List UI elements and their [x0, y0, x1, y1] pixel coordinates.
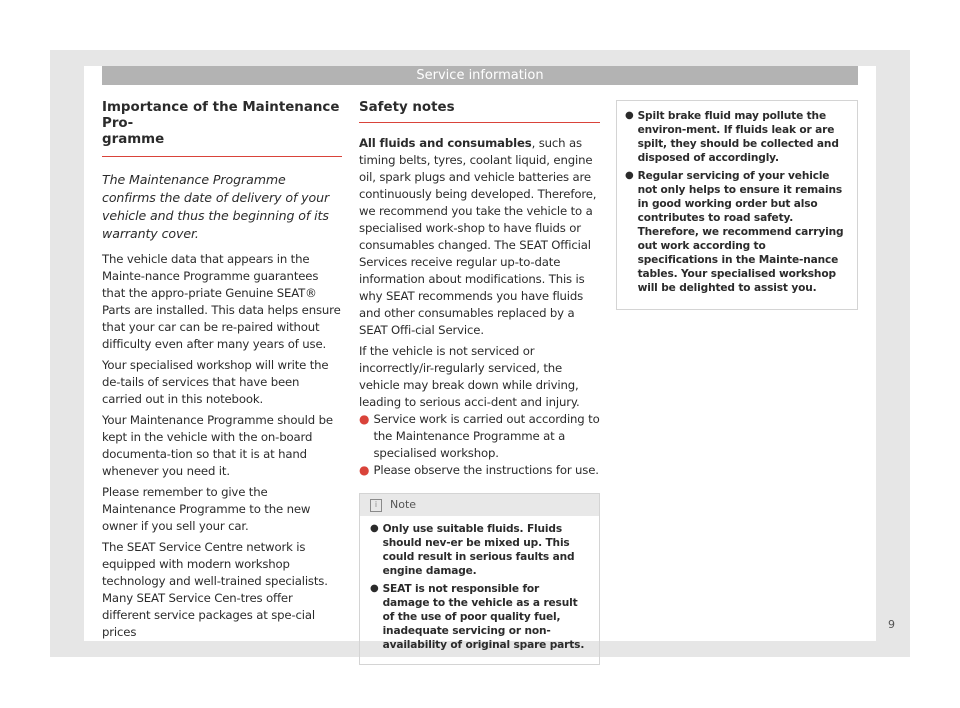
paragraph-fluids: [359, 135, 600, 339]
note-item-text: SEAT is not responsible for damage to the vehicle as a result of the use of poor quality fuel, inadequate servicing or non-availability of original spare parts.: [382, 583, 585, 651]
paragraph-new-owner: Please remember to give the Maintenance Programme to the new owner if you sell your car.: [102, 485, 311, 533]
note-item: [370, 582, 589, 652]
note-item: [625, 109, 849, 165]
paragraph-fluids-rest: , such as timing belts, tyres, coolant liquid, engine oil, spark plugs and vehicle batteries are continuously being developed. Therefore, we recommend you take the vehicle to a specialised work-shop to have fluids or consumables changed. The SEAT Official Services receive regular up-to-date information about modifications. This is why SEAT recommends you have fluids and other consumables replaced by a SEAT Offi-cial Service.: [359, 136, 597, 337]
paragraph-service-network: The SEAT Service Centre network is equipped with modern workshop technology and well-trained specialists. Many SEAT Service Cen-tres offer different service packages at spe-cial prices: [102, 540, 328, 639]
bullet-icon: ●: [625, 170, 634, 181]
bullet-item: [359, 462, 600, 479]
paragraph-fluids-lead: All fluids and consumables: [359, 136, 532, 150]
column-safety-notes: [359, 100, 600, 665]
note-body: [360, 516, 599, 664]
bullet-icon: ●: [625, 110, 634, 121]
section-title-maintenance: Importance of the Maintenance Pro- gramme: [102, 100, 342, 157]
note-item: [625, 169, 849, 295]
paragraph-not-serviced: If the vehicle is not serviced or incorrectly/ir-regularly serviced, the vehicle may break down while driving, leading to serious acci-dent and injury.: [359, 344, 580, 409]
paragraph-vehicle-data: The vehicle data that appears in the Mainte-nance Programme guarantees that the appro-priate Genuine SEAT® Parts are installed. This data helps ensure that your car can be re-paired without difficulty even after many years of use.: [102, 252, 341, 351]
column-maintenance-programme: [102, 100, 342, 641]
bullet-icon: ●: [370, 523, 379, 534]
info-icon: i: [370, 499, 382, 512]
bullet-text: Service work is carried out according to the Maintenance Programme at a specialised workshop.: [373, 412, 600, 460]
note-item-text: Spilt brake fluid may pollute the environ-ment. If fluids leak or are spilt, they should be collected and disposed of accordingly.: [637, 110, 839, 164]
note-item-text: Only use suitable fluids. Fluids should nev-er be mixed up. This could result in serious faults and engine damage.: [382, 523, 575, 577]
page-number: 9: [888, 618, 895, 631]
note-item-text: Regular servicing of your vehicle not only helps to ensure it remains in good working order but also contributes to road safety. Therefore, we recommend carrying out work according to specifications in the Mainte-nance tables. Your specialised workshop will be delighted to assist you.: [637, 170, 844, 294]
note-header: [360, 494, 599, 516]
section-title-safety: Safety notes: [359, 100, 600, 123]
bullet-icon: ●: [359, 412, 370, 426]
note-box: [359, 493, 600, 665]
bullet-text: Please observe the instructions for use.: [373, 463, 599, 477]
running-header: Service information: [102, 66, 858, 85]
paragraph-keep-in-vehicle: Your Maintenance Programme should be kept in the vehicle with the on-board documenta-tion so that it is at hand whenever you need it.: [102, 413, 333, 478]
note-item: [370, 522, 589, 578]
intro-text: The Maintenance Programme confirms the date of delivery of your vehicle and thus the beginning of its warranty cover.: [102, 172, 330, 241]
paragraph-workshop: Your specialised workshop will write the de-tails of services that have been carried out in this notebook.: [102, 358, 329, 406]
bullet-icon: ●: [359, 463, 370, 477]
bullet-icon: ●: [370, 583, 379, 594]
column-continued-notes: [616, 100, 858, 310]
bullet-item: [359, 411, 600, 462]
note-label: Note: [390, 498, 417, 511]
continued-note-box: [616, 100, 858, 310]
